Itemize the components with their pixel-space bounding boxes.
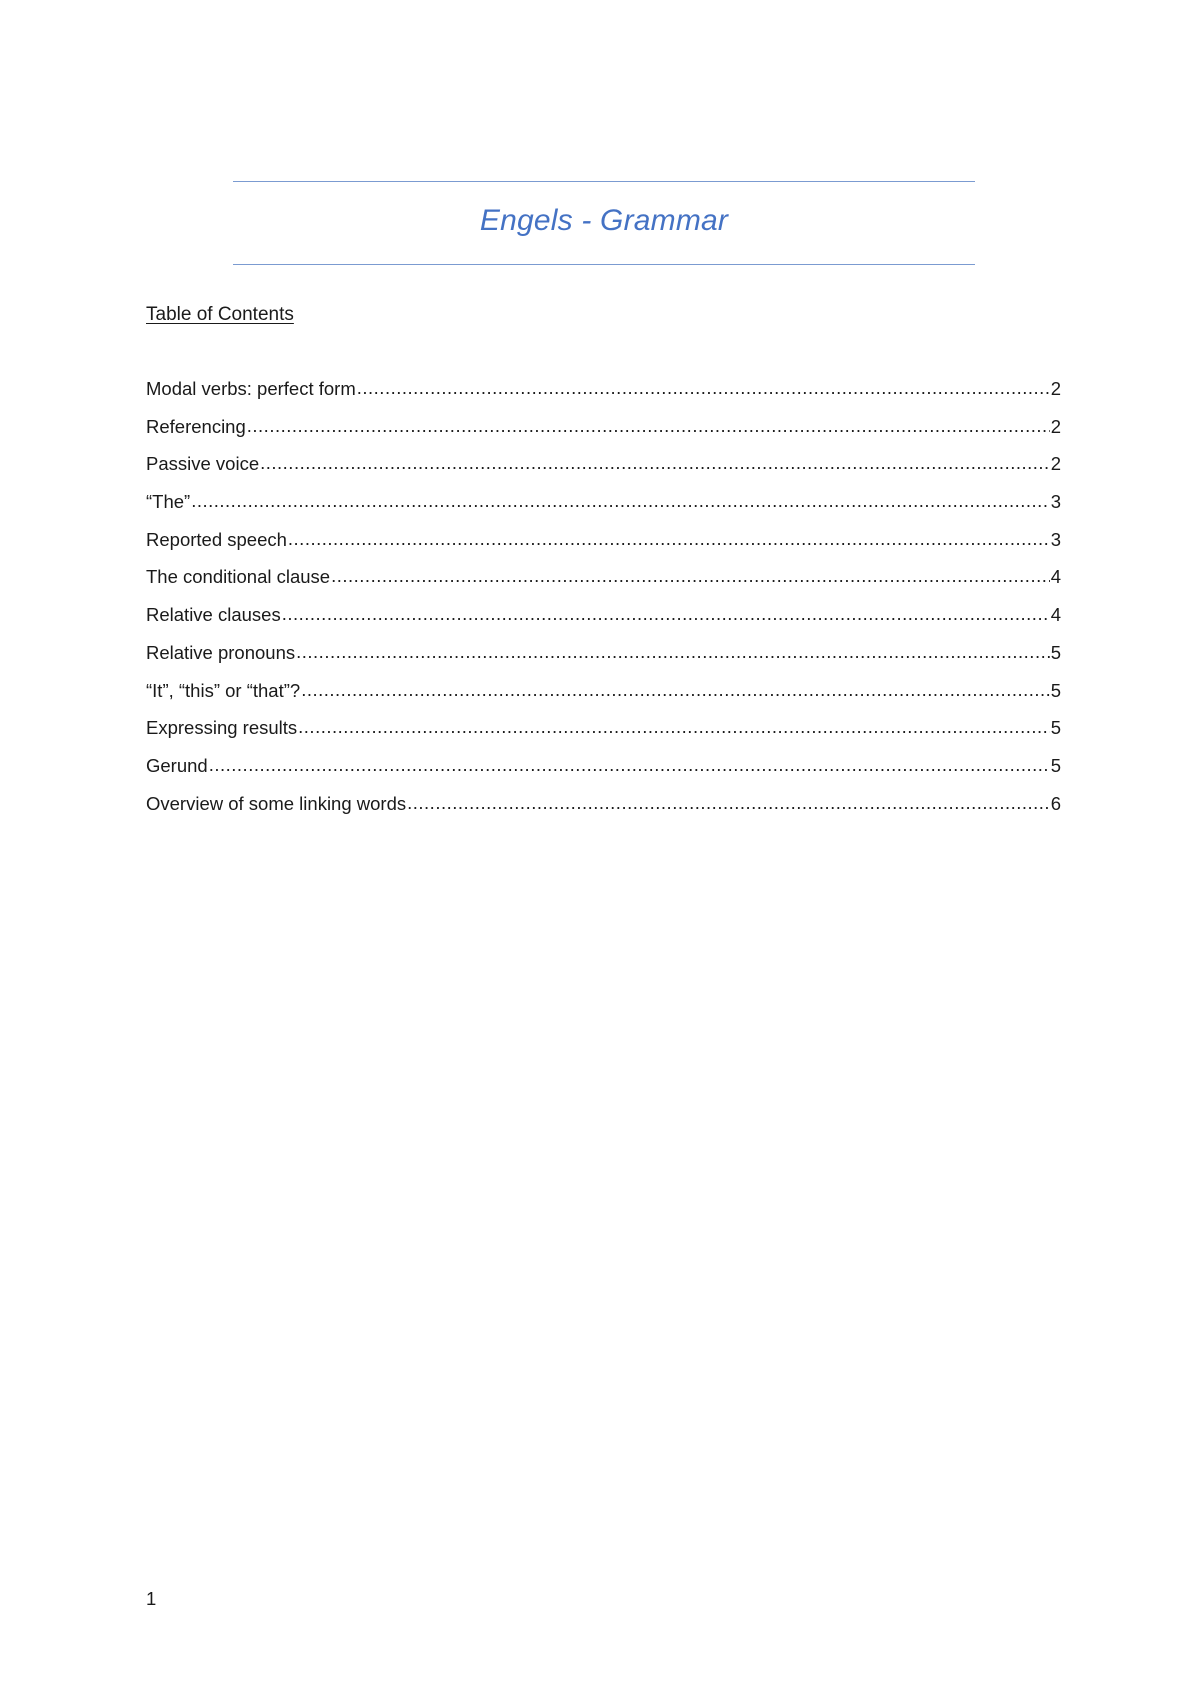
- dot-leader: [296, 641, 1050, 663]
- toc-entry-label: Relative pronouns: [146, 641, 296, 663]
- toc-entry[interactable]: [146, 491, 1061, 529]
- toc-entry-label: Passive voice: [146, 453, 260, 475]
- toc-entry[interactable]: [146, 642, 1061, 680]
- toc-entry-label: “The”: [146, 491, 191, 513]
- toc-entry[interactable]: [146, 453, 1061, 491]
- toc-entry[interactable]: [146, 416, 1061, 454]
- dot-leader: [282, 603, 1050, 625]
- toc-entry[interactable]: [146, 717, 1061, 755]
- dot-leader: [191, 490, 1050, 512]
- toc-entry[interactable]: [146, 680, 1061, 718]
- toc-entry-page: 6: [1050, 792, 1061, 814]
- toc-entry-label: Reported speech: [146, 528, 287, 550]
- dot-leader: [247, 415, 1050, 437]
- toc-entry[interactable]: [146, 604, 1061, 642]
- toc-entry-label: Modal verbs: perfect form: [146, 378, 356, 399]
- toc-entry[interactable]: [146, 378, 1061, 416]
- dot-leader: [209, 754, 1050, 776]
- table-of-contents: [146, 378, 1061, 830]
- toc-entry-label: Relative clauses: [146, 604, 281, 626]
- toc-entry-label: Overview of some linking words: [146, 792, 407, 814]
- toc-entry[interactable]: [146, 793, 1061, 831]
- dot-leader: [301, 679, 1050, 701]
- toc-entry[interactable]: [146, 755, 1061, 793]
- toc-entry-page: 5: [1050, 754, 1061, 776]
- toc-entry-page: 5: [1050, 717, 1061, 739]
- dot-leader: [407, 792, 1050, 814]
- dot-leader: [331, 565, 1050, 587]
- toc-entry[interactable]: [146, 529, 1061, 567]
- toc-entry-label: Referencing: [146, 415, 246, 437]
- toc-entry-page: 4: [1050, 566, 1061, 588]
- toc-entry-label: Gerund: [146, 754, 208, 776]
- toc-entry-label: Expressing results: [146, 717, 298, 739]
- title-block: [233, 181, 975, 265]
- dot-leader: [288, 528, 1050, 550]
- dot-leader: [298, 716, 1050, 738]
- toc-entry-label: “It”, “this” or “that”?: [146, 679, 301, 701]
- toc-entry-page: 3: [1050, 528, 1061, 550]
- toc-entry-page: 2: [1050, 453, 1061, 475]
- toc-entry-page: 3: [1050, 491, 1061, 513]
- toc-entry-page: 2: [1050, 415, 1061, 437]
- toc-heading: Table of Contents: [146, 304, 294, 325]
- toc-entry-page: 5: [1050, 679, 1061, 701]
- toc-entry-label: The conditional clause: [146, 566, 331, 588]
- toc-entry-page: 4: [1050, 604, 1061, 626]
- toc-entry-page: 2: [1050, 378, 1061, 399]
- page-number: 1: [146, 1588, 157, 1609]
- dot-leader: [357, 377, 1050, 399]
- toc-entry[interactable]: [146, 566, 1061, 604]
- dot-leader: [260, 452, 1050, 474]
- toc-entry-page: 5: [1050, 641, 1061, 663]
- document-title: Engels - Grammar: [479, 204, 729, 237]
